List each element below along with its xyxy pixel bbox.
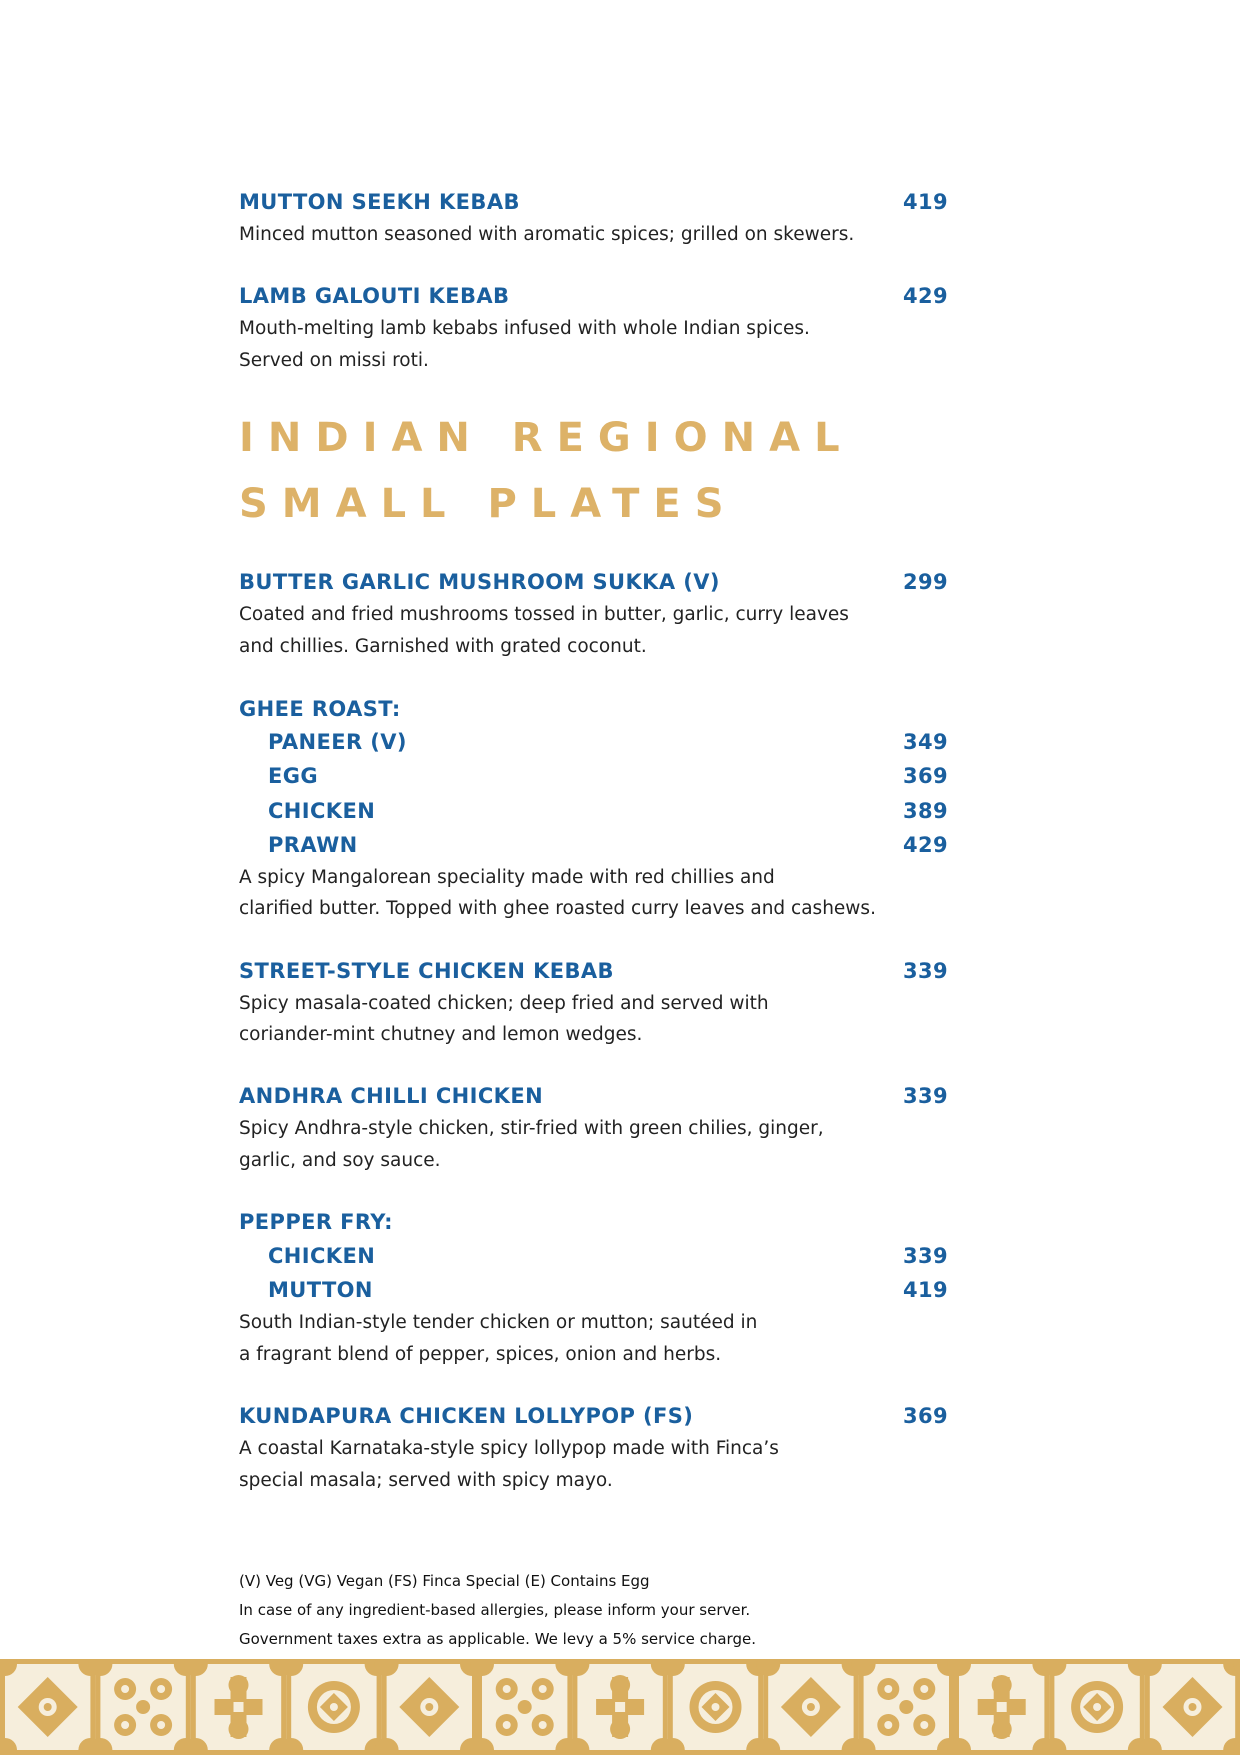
ornamental-tile [661, 1659, 770, 1755]
item-name-butter-garlic-mushroom-sukka: BUTTER GARLIC MUSHROOM SUKKA (V) [239, 570, 720, 594]
variant-price-ghee-roast-paneer: 349 [903, 730, 949, 754]
item-desc-lamb-galouti-kebab-line-2: Served on missi roti. [239, 350, 429, 371]
item-name-street-style-chicken-kebab: STREET-STYLE CHICKEN KEBAB [239, 959, 614, 983]
variant-price-pepper-fry-mutton: 419 [903, 1278, 949, 1302]
item-name-lamb-galouti-kebab: LAMB GALOUTI KEBAB [239, 284, 510, 308]
item-desc-street-style-line-1: Spicy masala-coated chicken; deep fried and served with [239, 993, 769, 1014]
ornamental-tile [565, 1659, 674, 1755]
decorative-tile-border [0, 1659, 1240, 1755]
ornamental-tile [1138, 1659, 1240, 1755]
variant-name-pepper-fry-chicken: CHICKEN [268, 1244, 376, 1268]
variant-price-ghee-roast-prawn: 429 [903, 833, 949, 857]
tax-note: Government taxes extra as applicable. We levy a 5% service charge. [239, 1630, 756, 1648]
item-name-pepper-fry: PEPPER FRY: [239, 1210, 393, 1234]
ornamental-tile [279, 1659, 388, 1755]
item-desc-ghee-roast-line-2: clarified butter. Topped with ghee roasted curry leaves and cashews. [239, 898, 876, 919]
ornamental-tile [184, 1659, 293, 1755]
item-price-street-style-chicken-kebab: 339 [903, 959, 949, 983]
item-desc-ghee-roast-line-1: A spicy Mangalorean speciality made with red chillies and [239, 867, 775, 888]
item-price-butter-garlic-mushroom-sukka: 299 [903, 570, 949, 594]
item-desc-kundapura-line-2: special masala; served with spicy mayo. [239, 1470, 613, 1491]
item-name-kundapura-chicken-lollypop: KUNDAPURA CHICKEN LOLLYPOP (FS) [239, 1404, 694, 1428]
variant-name-ghee-roast-paneer: PANEER (V) [268, 730, 407, 754]
tile-pattern-svg [0, 1659, 1240, 1755]
item-desc-street-style-line-2: coriander-mint chutney and lemon wedges. [239, 1024, 643, 1045]
variant-name-ghee-roast-egg: EGG [268, 764, 319, 788]
item-desc-butter-garlic-line-1: Coated and fried mushrooms tossed in butter, garlic, curry leaves [239, 604, 849, 625]
item-price-kundapura-chicken-lollypop: 369 [903, 1404, 949, 1428]
ornamental-tile [375, 1659, 484, 1755]
item-desc-lamb-galouti-kebab-line-1: Mouth-melting lamb kebabs infused with whole Indian spices. [239, 318, 810, 339]
variant-price-ghee-roast-chicken: 389 [903, 799, 949, 823]
variant-price-ghee-roast-egg: 369 [903, 764, 949, 788]
ornamental-tile [852, 1659, 961, 1755]
item-desc-pepper-fry-line-1: South Indian-style tender chicken or mutton; sautéed in [239, 1312, 758, 1333]
item-name-andhra-chilli-chicken: ANDHRA CHILLI CHICKEN [239, 1084, 544, 1108]
variant-name-pepper-fry-mutton: MUTTON [268, 1278, 373, 1302]
ornamental-tile [470, 1659, 579, 1755]
ornamental-tile [756, 1659, 865, 1755]
item-desc-mutton-seekh-kebab: Minced mutton seasoned with aromatic spices; grilled on skewers. [239, 224, 855, 245]
dietary-legend: (V) Veg (VG) Vegan (FS) Finca Special (E) Contains Egg [239, 1572, 650, 1590]
ornamental-tile [947, 1659, 1056, 1755]
item-desc-kundapura-line-1: A coastal Karnataka-style spicy lollypop made with Finca’s [239, 1438, 779, 1459]
allergy-note: In case of any ingredient-based allergies, please inform your server. [239, 1601, 751, 1619]
item-name-ghee-roast: GHEE ROAST: [239, 697, 401, 721]
ornamental-tile [88, 1659, 197, 1755]
variant-price-pepper-fry-chicken: 339 [903, 1244, 949, 1268]
item-price-andhra-chilli-chicken: 339 [903, 1084, 949, 1108]
item-desc-andhra-line-2: garlic, and soy sauce. [239, 1150, 441, 1171]
section-heading-line-1: INDIAN REGIONAL [239, 415, 854, 461]
item-desc-pepper-fry-line-2: a fragrant blend of pepper, spices, onion and herbs. [239, 1344, 722, 1365]
section-heading-line-2: SMALL PLATES [239, 481, 738, 527]
item-name-mutton-seekh-kebab: MUTTON SEEKH KEBAB [239, 190, 520, 214]
variant-name-ghee-roast-chicken: CHICKEN [268, 799, 376, 823]
item-desc-butter-garlic-line-2: and chillies. Garnished with grated coconut. [239, 636, 647, 657]
ornamental-tile [1042, 1659, 1151, 1755]
item-price-lamb-galouti-kebab: 429 [903, 284, 949, 308]
item-desc-andhra-line-1: Spicy Andhra-style chicken, stir-fried with green chilies, ginger, [239, 1118, 824, 1139]
item-price-mutton-seekh-kebab: 419 [903, 190, 949, 214]
variant-name-ghee-roast-prawn: PRAWN [268, 833, 358, 857]
ornamental-tile [0, 1659, 102, 1755]
